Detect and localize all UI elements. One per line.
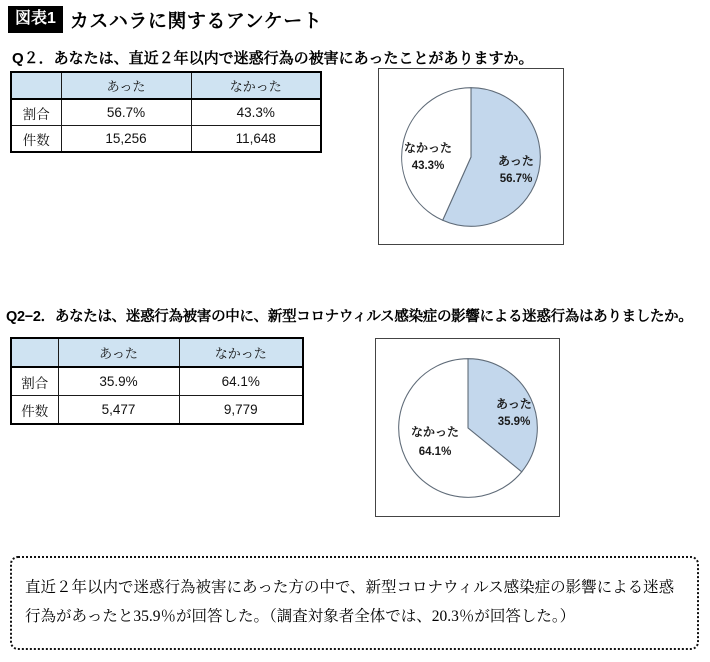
- table-row-count: [11, 396, 303, 425]
- value-cell: 15,256: [61, 126, 191, 153]
- q2-2-table-header-nakatta: なかった: [179, 338, 303, 367]
- q2-table-header-atta: あった: [61, 72, 191, 99]
- q2-2-table-corner-cell: [11, 338, 58, 367]
- value-cell: 43.3%: [191, 99, 321, 126]
- figure-tag: 図表1: [8, 6, 63, 33]
- table-row-ratio: [11, 367, 303, 396]
- pie-slice-label: あった: [498, 154, 534, 168]
- value-cell: 35.9%: [58, 367, 179, 396]
- q2-2-pie-label-atta: [474, 395, 554, 428]
- q2-table-corner-cell: [11, 72, 61, 99]
- q2-2-table: [10, 337, 304, 425]
- table-row-ratio: [11, 99, 321, 126]
- row-label-cell: 割合: [11, 99, 61, 126]
- q2-table-header-row: [11, 72, 321, 99]
- row-label-cell: 件数: [11, 396, 58, 425]
- value-cell: 11,648: [191, 126, 321, 153]
- q2-2-question: Q2−2．あなたは、迷惑行為被害の中に、新型コロナウィルス感染症の影響による迷惑行為はありましたか。: [6, 309, 693, 325]
- figure-title: カスハラに関するアンケート: [69, 11, 323, 32]
- summary-note-box: [10, 556, 699, 650]
- value-cell: 56.7%: [61, 99, 191, 126]
- q2-pie-label-nakatta: [388, 139, 468, 172]
- q2-pie-chart-box: [378, 68, 564, 245]
- table-row-count: [11, 126, 321, 153]
- pie-slice-value: 64.1%: [418, 446, 452, 458]
- q2-2-pie-label-nakatta: [395, 423, 475, 458]
- q2-table-header-nakatta: なかった: [191, 72, 321, 99]
- value-cell: 5,477: [58, 396, 179, 425]
- row-label-cell: 割合: [11, 367, 58, 396]
- pie-slice-value: 35.9%: [497, 416, 531, 428]
- q2-2-table-header-row: [11, 338, 303, 367]
- figure-header: [8, 6, 322, 33]
- q2-2-table-header-atta: あった: [58, 338, 179, 367]
- pie-slice-value: 56.7%: [499, 173, 533, 185]
- value-cell: 64.1%: [179, 367, 303, 396]
- value-cell: 9,779: [179, 396, 303, 425]
- summary-note-text: 直近２年以内で迷惑行為被害にあった方の中で、新型コロナウィルス感染症の影響による迷惑行為があったと35.9％が回答した。（調査対象者全体では、20.3％が回答した。）: [25, 579, 675, 625]
- pie-slice-label: なかった: [410, 425, 459, 439]
- row-label-cell: 件数: [11, 126, 61, 153]
- q2-2-pie-chart-box: [375, 338, 560, 517]
- pie-slice-label: あった: [496, 397, 532, 411]
- q2-table: [10, 71, 322, 153]
- q2-question: Q２．あなたは、直近２年以内で迷惑行為の被害にあったことがありますか。: [12, 50, 534, 67]
- pie-slice-label: なかった: [403, 141, 452, 155]
- q2-pie-label-atta: [476, 152, 556, 185]
- pie-slice-value: 43.3%: [411, 160, 445, 172]
